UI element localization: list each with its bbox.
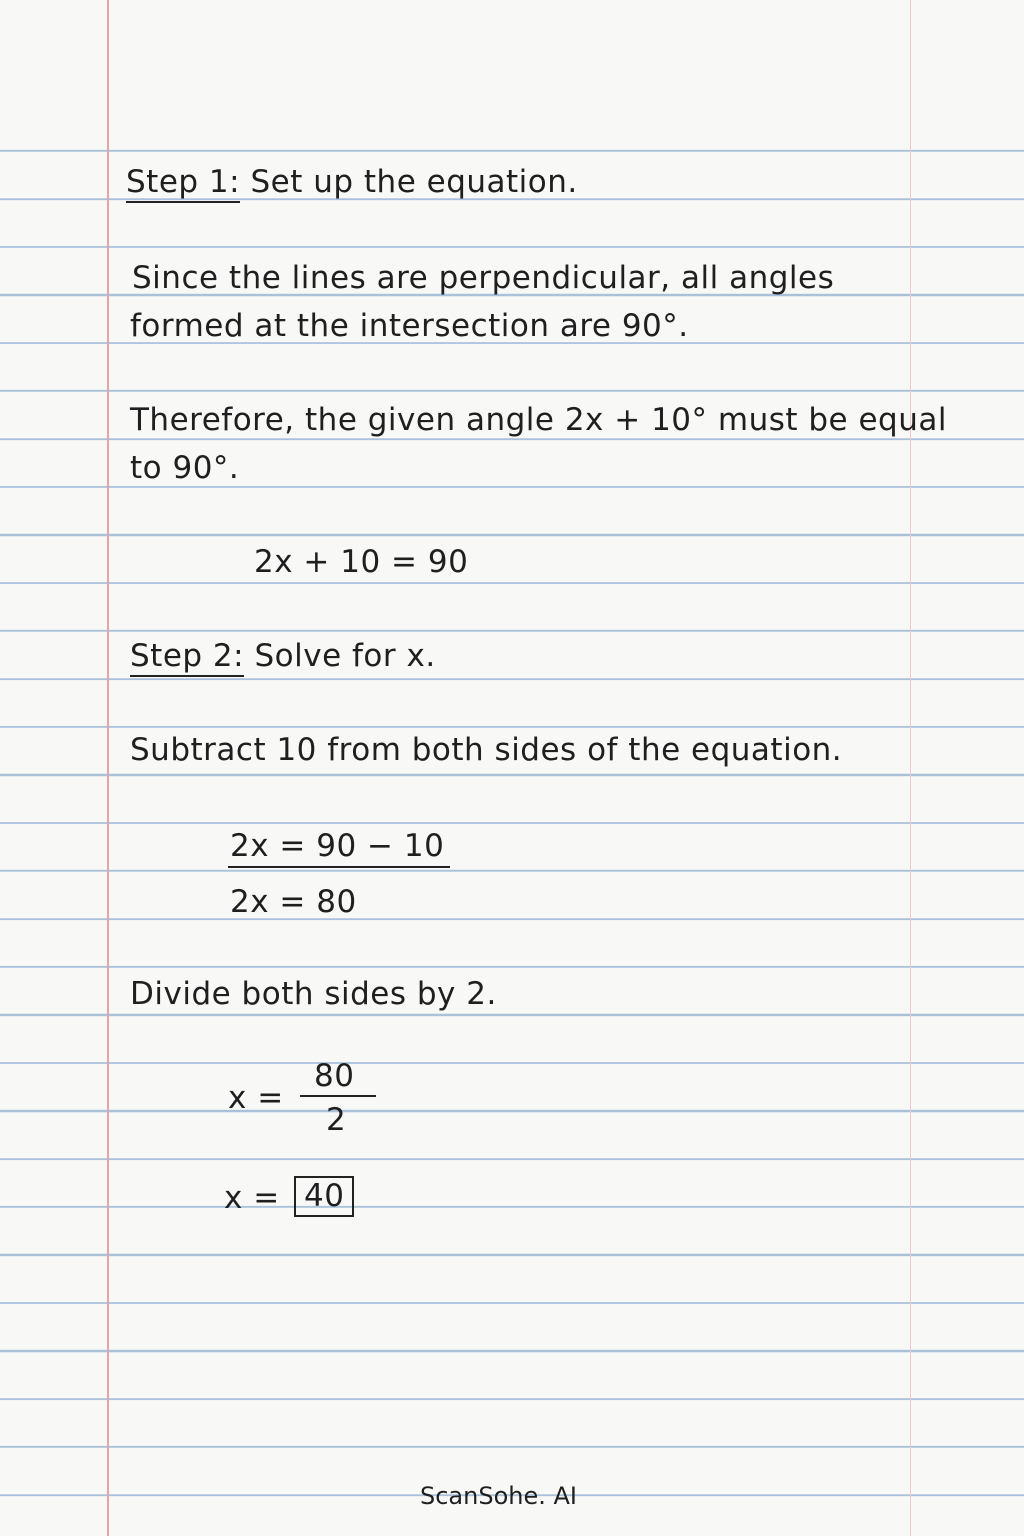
step1-heading xyxy=(126,164,578,201)
step1-para1-line2: formed at the intersection are 90°. xyxy=(130,308,689,344)
fraction-denominator: 2 xyxy=(326,1102,347,1138)
equation-subtract: 2x = 90 − 10 xyxy=(230,828,445,864)
equation-result: 2x = 80 xyxy=(230,884,357,920)
footer-watermark: ScanSohe. AI xyxy=(420,1482,577,1510)
fraction-lhs: x = xyxy=(228,1080,284,1116)
step1-equation: 2x + 10 = 90 xyxy=(254,544,469,580)
answer-box: 40 xyxy=(294,1176,354,1217)
fraction-numerator: 80 xyxy=(314,1058,355,1094)
step1-label: Step 1: xyxy=(126,164,240,203)
step1-para2-line1: Therefore, the given angle 2x + 10° must be equal xyxy=(130,402,947,438)
step1-para2-line2: to 90°. xyxy=(130,450,240,486)
step2-instruction-subtract: Subtract 10 from both sides of the equation. xyxy=(130,732,843,768)
step1-title: Set up the equation. xyxy=(250,164,578,200)
step2-heading xyxy=(130,638,436,675)
step2-title: Solve for x. xyxy=(254,638,436,674)
equation-rule xyxy=(228,866,450,868)
paper-top-margin xyxy=(0,0,1024,148)
right-margin-line xyxy=(910,0,911,1536)
fraction-bar xyxy=(300,1095,376,1097)
step2-instruction-divide: Divide both sides by 2. xyxy=(130,976,497,1012)
step2-label: Step 2: xyxy=(130,638,244,677)
answer-lhs: x = xyxy=(224,1180,280,1216)
step1-para1-line1: Since the lines are perpendicular, all angles xyxy=(132,260,835,296)
left-margin-line xyxy=(107,0,109,1536)
